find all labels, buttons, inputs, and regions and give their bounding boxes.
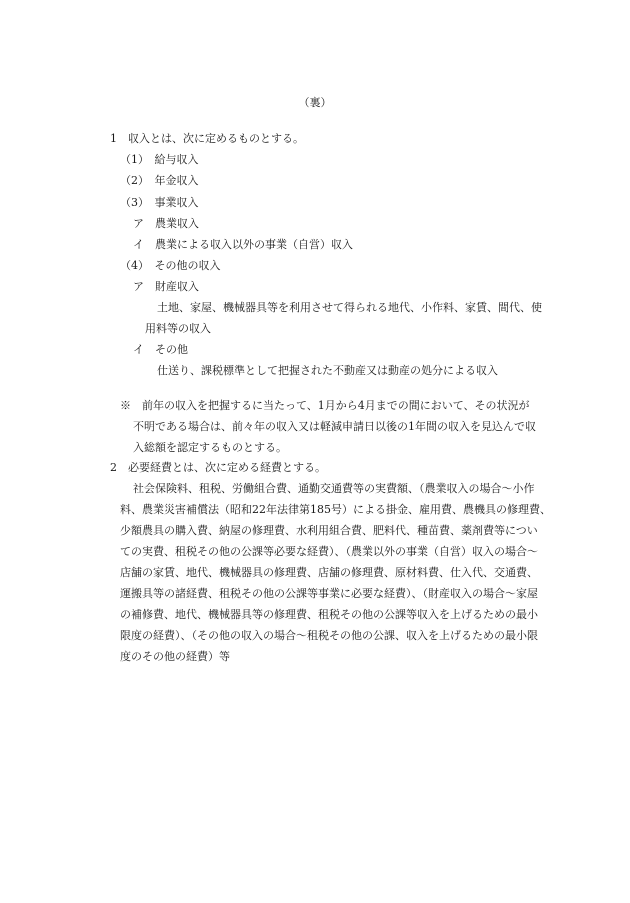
expense-line: 少額農具の購入費、納屋の修理費、水利用組合費、肥料代、種苗費、薬剤費等につい xyxy=(120,524,538,537)
section-1-heading: 1 収入とは、次に定めるものとする。 xyxy=(110,132,304,145)
income-item-3b: イ 農業による収入以外の事業（自営）収入 xyxy=(133,238,353,251)
income-item-4b: イ その他 xyxy=(133,343,188,356)
income-item-4: （4） その他の収入 xyxy=(120,259,221,272)
expense-line: 社会保険料、租税、労働組合費、通勤交通費等の実費額、（農業収入の場合～小作 xyxy=(133,482,535,495)
note-line-3: 入総額を認定するものとする。 xyxy=(133,441,287,454)
expense-line: ての実費、租税その他の公課等必要な経費）、（農業以外の事業（自営）収入の場合～ xyxy=(120,545,538,558)
income-item-2: （2） 年金収入 xyxy=(120,174,199,187)
section-2-heading: 2 必要経費とは、次に定める経費とする。 xyxy=(110,461,326,474)
income-item-1: （1） 給与収入 xyxy=(120,153,199,166)
note-line-1: ※ 前年の収入を把握するに当たって、1月から4月までの間において、その状況が xyxy=(120,399,530,412)
expense-line: 度のその他の経費）等 xyxy=(120,650,230,663)
expense-line: の補修費、地代、機械器具等の修理費、租税その他の公課等収入を上げるための最小 xyxy=(120,608,538,621)
income-item-4a-text-line-1: 土地、家屋、機械器具等を利用させて得られる地代、小作料、家賃、間代、使 xyxy=(157,301,542,314)
expense-line: 運搬具等の諸経費、租税その他の公課等事業に必要な経費）、（財産収入の場合～家屋 xyxy=(120,587,538,600)
income-item-3a: ア 農業収入 xyxy=(133,217,199,230)
income-item-4a: ア 財産収入 xyxy=(133,280,199,293)
expense-line: 店舗の家賃、地代、機械器具の修理費、店舗の修理費、原材料費、仕入代、交通費、 xyxy=(120,566,538,579)
page-title: （裏） xyxy=(298,96,332,109)
note-line-2: 不明である場合は、前々年の収入又は軽減申請日以後の1年間の収入を見込んで収 xyxy=(133,420,536,433)
expense-line: 限度の経費）、（その他の収入の場合～租税その他の公課、収入を上げるための最小限 xyxy=(120,629,538,642)
income-item-4a-text-line-2: 用料等の収入 xyxy=(145,322,211,335)
income-item-4b-text: 仕送り、課税標準として把握された不動産又は動産の処分による収入 xyxy=(157,364,498,377)
expense-line: 料、農業災害補償法（昭和22年法律第185号）による掛金、雇用費、農機具の修理費、 xyxy=(120,503,551,516)
income-item-3: （3） 事業収入 xyxy=(120,196,199,209)
